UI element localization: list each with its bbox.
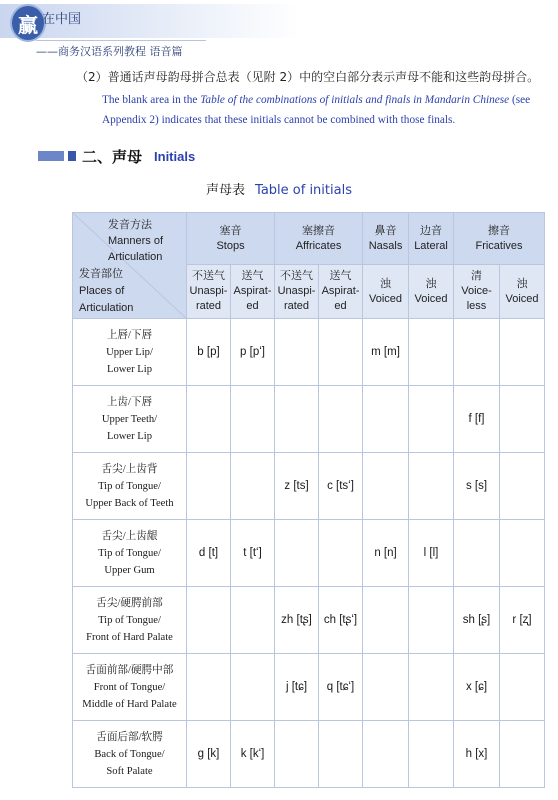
subheader-en-1: Voiced — [369, 292, 403, 305]
initial-cell: l [l] — [409, 520, 454, 587]
place-of-articulation — [73, 654, 187, 721]
initial-cell — [363, 386, 409, 453]
initial-cell — [409, 453, 454, 520]
group-en: Stops — [216, 239, 245, 252]
initial-cell: m [m] — [363, 319, 409, 386]
place-en-2: Front of Hard Palate — [86, 631, 173, 643]
group-cn: 塞音 — [219, 224, 242, 237]
initials-table — [72, 212, 545, 788]
initial-cell — [275, 386, 319, 453]
subheader-en-1: Unaspi- — [189, 285, 228, 297]
initial-cell — [363, 587, 409, 654]
initial-cell — [500, 721, 545, 788]
initial-cell: r [ʐ] — [500, 587, 545, 654]
place-of-articulation — [73, 520, 187, 587]
place-cn: 舌尖/硬腭前部 — [96, 597, 163, 609]
initial-cell: z [ts] — [275, 453, 319, 520]
initial-cell — [500, 453, 545, 520]
manners-label-en-2: Articulation — [108, 251, 163, 263]
manners-label — [108, 217, 163, 265]
section-heading — [38, 146, 195, 166]
initial-cell — [363, 453, 409, 520]
initial-cell — [187, 587, 231, 654]
initial-cell — [454, 319, 500, 386]
group-header-affricates — [275, 213, 363, 265]
subheader-cell — [231, 265, 275, 319]
initial-cell: k [kʻ] — [231, 721, 275, 788]
table-row — [73, 721, 545, 788]
place-en-2: Upper Back of Teeth — [85, 497, 174, 509]
place-of-articulation — [73, 386, 187, 453]
initial-cell — [500, 386, 545, 453]
initial-cell — [500, 520, 545, 587]
initial-cell — [275, 721, 319, 788]
initial-cell: n [n] — [363, 520, 409, 587]
place-cn: 舌尖/上齿龈 — [101, 530, 158, 542]
place-en-2: Upper Gum — [104, 564, 155, 576]
initial-cell — [363, 654, 409, 721]
place-en-1: Tip of Tongue/ — [98, 480, 161, 492]
table-row — [73, 386, 545, 453]
initial-cell: ch [tʂʻ] — [319, 587, 363, 654]
subheader-cell — [409, 265, 454, 319]
subheader-en-1: Voiced — [414, 292, 448, 305]
note-english — [102, 90, 547, 130]
initial-cell: g [k] — [187, 721, 231, 788]
subheader-cell — [363, 265, 409, 319]
initial-cell: zh [tʂ] — [275, 587, 319, 654]
place-cn: 舌尖/上齿背 — [101, 463, 158, 475]
group-cn: 塞擦音 — [302, 224, 336, 237]
place-en-2: Middle of Hard Palate — [82, 698, 177, 710]
book-logo: 赢 — [10, 4, 46, 42]
initial-cell — [363, 721, 409, 788]
table-title-en: Table of initials — [255, 183, 352, 198]
subheader-cell — [454, 265, 500, 319]
subheader-cn: 送气 — [241, 270, 264, 282]
initial-cell — [231, 453, 275, 520]
note-chinese: （2）普通话声母韵母拼合总表（见附 2）中的空白部分表示声母不能和这些韵母拼合。 — [76, 70, 540, 84]
places-label-en-2: Articulation — [79, 302, 134, 314]
subheader-cell — [187, 265, 231, 319]
subheader-en-1: Voice- — [461, 285, 492, 297]
initial-cell — [319, 319, 363, 386]
table-row — [73, 654, 545, 721]
place-en-2: Lower Lip — [106, 430, 152, 442]
initial-cell — [275, 319, 319, 386]
place-of-articulation — [73, 721, 187, 788]
subheader-cn: 浊 — [380, 277, 392, 290]
group-en: Nasals — [368, 239, 403, 252]
subheader-cn: 不送气 — [192, 270, 225, 282]
section-marker — [38, 151, 64, 161]
group-cn: 边音 — [420, 224, 443, 237]
place-en-1: Tip of Tongue/ — [98, 614, 161, 626]
initial-cell: q [tɕʻ] — [319, 654, 363, 721]
note-english-suffix: (see Appendix 2) indicates that these initials cannot be combined with those finals. — [102, 94, 531, 126]
initial-cell: h [x] — [454, 721, 500, 788]
place-cn: 舌面后部/软腭 — [96, 731, 163, 743]
initial-cell — [500, 654, 545, 721]
place-cn: 上齿/下唇 — [106, 396, 153, 408]
table-row — [73, 453, 545, 520]
initial-cell — [319, 520, 363, 587]
initial-cell — [231, 386, 275, 453]
place-en-2: Lower Lip — [106, 363, 152, 375]
section-title-cn: 二、声母 — [82, 147, 143, 166]
initial-cell — [409, 721, 454, 788]
initial-cell — [187, 386, 231, 453]
subheader-cn: 送气 — [329, 270, 352, 282]
subheader-cn: 清 — [471, 270, 483, 282]
place-en-1: Front of Tongue/ — [93, 681, 166, 693]
places-label-cn: 发音部位 — [79, 268, 123, 280]
places-label — [79, 266, 133, 317]
subheader-en-2: less — [466, 300, 487, 312]
places-label-en-1: Places of — [79, 285, 125, 297]
table-body — [73, 319, 545, 788]
initial-cell — [500, 319, 545, 386]
initial-cell — [319, 721, 363, 788]
place-en-2: Soft Palate — [106, 765, 153, 777]
initial-cell: sh [ʂ] — [454, 587, 500, 654]
section-marker-dark — [68, 151, 76, 161]
subheader-cn: 不送气 — [280, 270, 314, 282]
note-english-prefix: The blank area in the — [102, 94, 201, 106]
section-title-en: Initials — [154, 148, 196, 164]
initial-cell: f [f] — [454, 386, 500, 453]
table-title — [0, 179, 558, 198]
initial-cell: c [tsʻ] — [319, 453, 363, 520]
group-header-lateral — [409, 213, 454, 265]
group-en: Fricatives — [475, 239, 523, 252]
initial-cell — [409, 319, 454, 386]
initial-cell — [231, 654, 275, 721]
place-of-articulation — [73, 319, 187, 386]
place-en-1: Upper Lip/ — [106, 346, 153, 358]
place-en-1: Upper Teeth/ — [101, 413, 158, 425]
table-row — [73, 319, 545, 386]
group-header-stops — [187, 213, 275, 265]
initial-cell — [187, 654, 231, 721]
initial-cell: b [p] — [187, 319, 231, 386]
initial-cell: d [t] — [187, 520, 231, 587]
group-header-nasals — [363, 213, 409, 265]
book-title: 在中国 — [42, 12, 82, 27]
place-of-articulation — [73, 453, 187, 520]
initial-cell — [409, 587, 454, 654]
initial-cell: p [pʻ] — [231, 319, 275, 386]
group-cn: 擦音 — [488, 224, 511, 237]
subheader-en-2: rated — [195, 300, 222, 312]
initial-cell: j [tɕ] — [275, 654, 319, 721]
place-en-1: Tip of Tongue/ — [98, 547, 161, 559]
table-row — [73, 587, 545, 654]
manners-label-cn: 发音方法 — [108, 219, 152, 231]
subheader-en-2: ed — [334, 300, 347, 312]
table-title-cn: 声母表 — [206, 183, 246, 198]
initial-cell: x [ɕ] — [454, 654, 500, 721]
table-row — [73, 520, 545, 587]
group-cn: 鼻音 — [374, 224, 397, 237]
subheader-cell — [500, 265, 545, 319]
note-english-italic: Table of the combinations of initials and finals in Mandarin Chinese — [200, 94, 510, 106]
initial-cell: t [tʻ] — [231, 520, 275, 587]
group-en: Affricates — [295, 239, 342, 252]
initial-cell — [454, 520, 500, 587]
subheader-en-2: ed — [246, 300, 259, 312]
initial-cell — [187, 453, 231, 520]
subheader-en-2: rated — [283, 300, 310, 312]
place-cn: 舌面前部/硬腭中部 — [85, 664, 174, 676]
subheader-en-1: Aspirat- — [321, 285, 360, 297]
initial-cell: s [s] — [454, 453, 500, 520]
book-subtitle: ——商务汉语系列教程 语音篇 — [36, 40, 206, 59]
subheader-cn: 浊 — [425, 277, 437, 290]
initial-cell — [409, 386, 454, 453]
initial-cell — [275, 520, 319, 587]
place-cn: 上唇/下唇 — [106, 329, 153, 341]
initial-cell — [409, 654, 454, 721]
corner-header — [73, 213, 187, 319]
subheader-en-1: Aspirat- — [233, 285, 272, 297]
subheader-en-1: Voiced — [505, 292, 539, 305]
group-en: Lateral — [414, 239, 448, 252]
place-of-articulation — [73, 587, 187, 654]
manners-label-en-1: Manners of — [108, 235, 164, 247]
initial-cell — [319, 386, 363, 453]
subheader-en-1: Unaspi- — [277, 285, 316, 297]
place-en-1: Back of Tongue/ — [94, 748, 165, 760]
subheader-cell — [319, 265, 363, 319]
group-header-fricatives — [454, 213, 545, 265]
subheader-cn: 浊 — [516, 277, 528, 290]
initial-cell — [231, 587, 275, 654]
subheader-cell — [275, 265, 319, 319]
